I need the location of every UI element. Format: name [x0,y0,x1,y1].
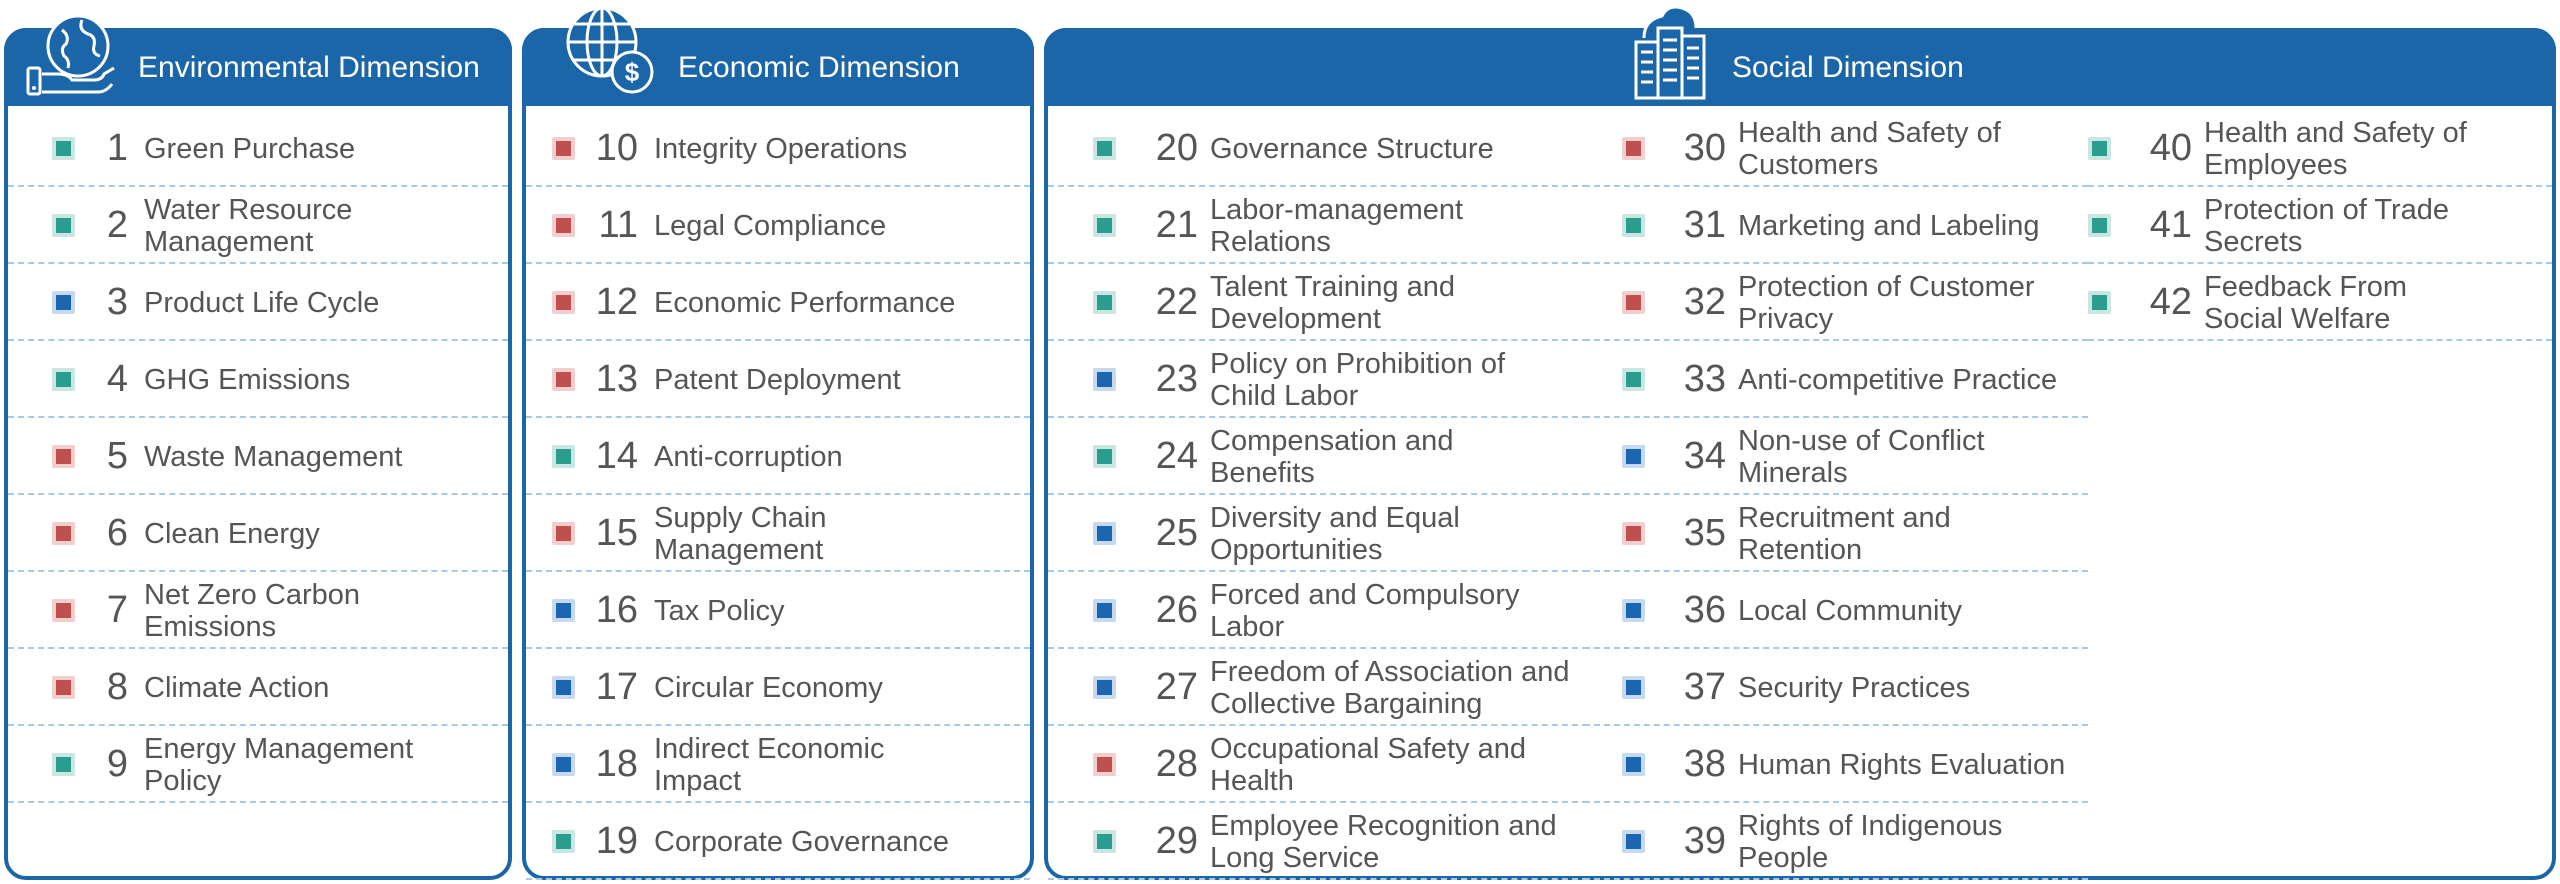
social-panel [1044,28,2556,880]
list-item [1048,495,1588,572]
globe-dollar-icon [562,2,658,98]
item-number: 40 [2149,127,2192,169]
item-label: Anti-corruption [654,440,843,473]
item-label: Protection of Trade Secrets [2204,193,2450,258]
list-item [8,649,508,726]
list-item [1584,803,2088,880]
item-number: 2 [106,204,128,246]
red-square-icon [1622,137,1645,160]
item-label: Compensation and Benefits [1210,424,1454,489]
list-item [8,418,508,495]
list-item [526,187,1030,264]
teal-square-icon [1093,291,1116,314]
list-item [2088,187,2552,264]
item-label: Clean Energy [144,517,320,550]
list-item [8,495,508,572]
blue-square-icon [1622,830,1645,853]
list-item [1048,726,1588,803]
red-square-icon [1093,753,1116,776]
list-item [1048,572,1588,649]
list-item [1584,572,2088,649]
item-label: Recruitment and Retention [1738,501,1951,566]
environmental-title: Environmental Dimension [138,51,480,84]
economic-title: Economic Dimension [678,51,960,84]
list-item [1584,341,2088,418]
item-number: 32 [1683,281,1726,323]
item-label: Waste Management [144,440,403,473]
teal-square-icon [1093,830,1116,853]
list-item [526,418,1030,495]
item-number: 30 [1683,127,1726,169]
item-label: Governance Structure [1210,132,1494,165]
item-number: 38 [1683,743,1726,785]
item-label: Freedom of Association and Collective Bargaining [1210,655,1570,720]
svg-text:$: $ [624,57,640,87]
item-label: Indirect Economic Impact [654,732,885,797]
item-number: 26 [1155,589,1198,631]
blue-square-icon [1093,676,1116,699]
item-number: 41 [2149,204,2192,246]
item-number: 14 [595,435,638,477]
list-item [8,264,508,341]
list-item [1584,726,2088,803]
blue-square-icon [552,676,575,699]
list-item [8,341,508,418]
item-number: 22 [1155,281,1198,323]
list-item [1584,649,2088,726]
item-label: Integrity Operations [654,132,908,165]
teal-square-icon [1622,368,1645,391]
teal-square-icon [552,445,575,468]
blue-square-icon [1093,522,1116,545]
item-label: Patent Deployment [654,363,901,396]
item-number: 33 [1683,358,1726,400]
item-number: 21 [1155,204,1198,246]
list-item [1584,264,2088,341]
teal-square-icon [2088,214,2111,237]
item-number: 25 [1155,512,1198,554]
red-square-icon [552,368,575,391]
list-item [1048,341,1588,418]
list-item [526,341,1030,418]
item-number: 39 [1683,820,1726,862]
list-item [526,264,1030,341]
item-label: Water Resource Management [144,193,353,258]
city-buildings-icon [1630,2,1710,102]
item-label: Marketing and Labeling [1738,209,2040,242]
item-label: Product Life Cycle [144,286,380,319]
item-number: 23 [1155,358,1198,400]
list-item [1584,110,2088,187]
item-label: Forced and Compulsory Labor [1210,578,1520,643]
item-number: 15 [595,512,638,554]
item-number: 9 [106,743,128,785]
teal-square-icon [552,830,575,853]
item-label: Human Rights Evaluation [1738,748,2066,781]
social-list-1 [1048,110,1588,880]
red-square-icon [552,522,575,545]
item-label: Local Community [1738,594,1963,627]
list-item [1048,264,1588,341]
item-number: 28 [1155,743,1198,785]
item-label: Protection of Customer Privacy [1738,270,2035,335]
item-label: Energy Management Policy [144,732,414,797]
item-number: 11 [598,204,638,246]
item-label: Health and Safety of Customers [1738,116,2001,181]
teal-square-icon [2088,137,2111,160]
item-label: Supply Chain Management [654,501,827,566]
list-item [526,803,1030,880]
list-item [1584,187,2088,264]
list-item [1584,495,2088,572]
red-square-icon [1622,291,1645,314]
list-item [8,110,508,187]
social-header [1044,28,2556,106]
blue-square-icon [552,753,575,776]
list-item [2088,264,2552,341]
item-label: GHG Emissions [144,363,351,396]
item-number: 3 [106,281,128,323]
item-number: 34 [1683,435,1726,477]
list-item [1584,418,2088,495]
item-label: Legal Compliance [654,209,887,242]
red-square-icon [552,137,575,160]
item-number: 27 [1155,666,1198,708]
social-list-3 [2088,110,2552,341]
item-number: 4 [106,358,128,400]
item-label: Non-use of Conflict Minerals [1738,424,1985,489]
blue-square-icon [1622,676,1645,699]
item-number: 29 [1155,820,1198,862]
item-number: 18 [595,743,638,785]
environmental-panel [4,28,512,880]
item-number: 16 [595,589,638,631]
list-item [526,572,1030,649]
item-number: 7 [106,589,128,631]
item-label: Labor-management Relations [1210,193,1464,258]
teal-square-icon [1093,214,1116,237]
item-label: Rights of Indigenous People [1738,809,2003,874]
economic-header [522,28,1034,106]
list-item [1048,187,1588,264]
item-number: 20 [1155,127,1198,169]
item-label: Corporate Governance [654,825,949,858]
economic-list [526,110,1030,880]
item-label: Diversity and Equal Opportunities [1210,501,1460,566]
list-item [1048,649,1588,726]
item-label: Security Practices [1738,671,1971,704]
item-number: 13 [595,358,638,400]
teal-square-icon [1093,137,1116,160]
item-number: 1 [106,127,128,169]
blue-square-icon [552,599,575,622]
economic-panel [522,28,1034,880]
item-label: Economic Performance [654,286,956,319]
item-number: 6 [106,512,128,554]
item-number: 36 [1683,589,1726,631]
list-item [2088,110,2552,187]
item-number: 24 [1155,435,1198,477]
globe-hand-icon [18,8,122,104]
item-number: 42 [2149,281,2192,323]
item-number: 12 [595,281,638,323]
teal-square-icon [1622,214,1645,237]
item-label: Policy on Prohibition of Child Labor [1210,347,1505,412]
item-number: 10 [595,127,638,169]
item-label: Anti-competitive Practice [1738,363,2058,396]
item-label: Employee Recognition and Long Service [1210,809,1557,874]
environmental-list [8,110,508,803]
environmental-header [4,28,512,106]
list-item [1048,803,1588,880]
item-number: 31 [1683,204,1726,246]
list-item [1048,418,1588,495]
blue-square-icon [1093,599,1116,622]
item-label: Occupational Safety and Health [1210,732,1526,797]
list-item [526,495,1030,572]
item-label: Climate Action [144,671,330,704]
list-item [526,726,1030,803]
list-item [8,187,508,264]
social-title: Social Dimension [1732,51,1964,84]
item-label: Talent Training and Development [1210,270,1456,335]
item-number: 19 [595,820,638,862]
list-item [526,649,1030,726]
blue-square-icon [1622,445,1645,468]
item-label: Circular Economy [654,671,883,704]
blue-square-icon [1622,753,1645,776]
social-list-2 [1584,110,2088,880]
item-number: 5 [106,435,128,477]
red-square-icon [1622,522,1645,545]
red-square-icon [552,214,575,237]
item-number: 17 [595,666,638,708]
teal-square-icon [1093,445,1116,468]
list-item [8,572,508,649]
item-number: 35 [1683,512,1726,554]
teal-square-icon [2088,291,2111,314]
list-item [526,110,1030,187]
list-item [1048,110,1588,187]
list-item [8,726,508,803]
item-label: Green Purchase [144,132,356,165]
red-square-icon [552,291,575,314]
item-number: 8 [106,666,128,708]
item-label: Net Zero Carbon Emissions [144,578,360,643]
item-number: 37 [1683,666,1726,708]
item-label: Feedback From Social Welfare [2204,270,2408,335]
blue-square-icon [1093,368,1116,391]
blue-square-icon [1622,599,1645,622]
item-label: Tax Policy [654,594,785,627]
item-label: Health and Safety of Employees [2204,116,2467,181]
